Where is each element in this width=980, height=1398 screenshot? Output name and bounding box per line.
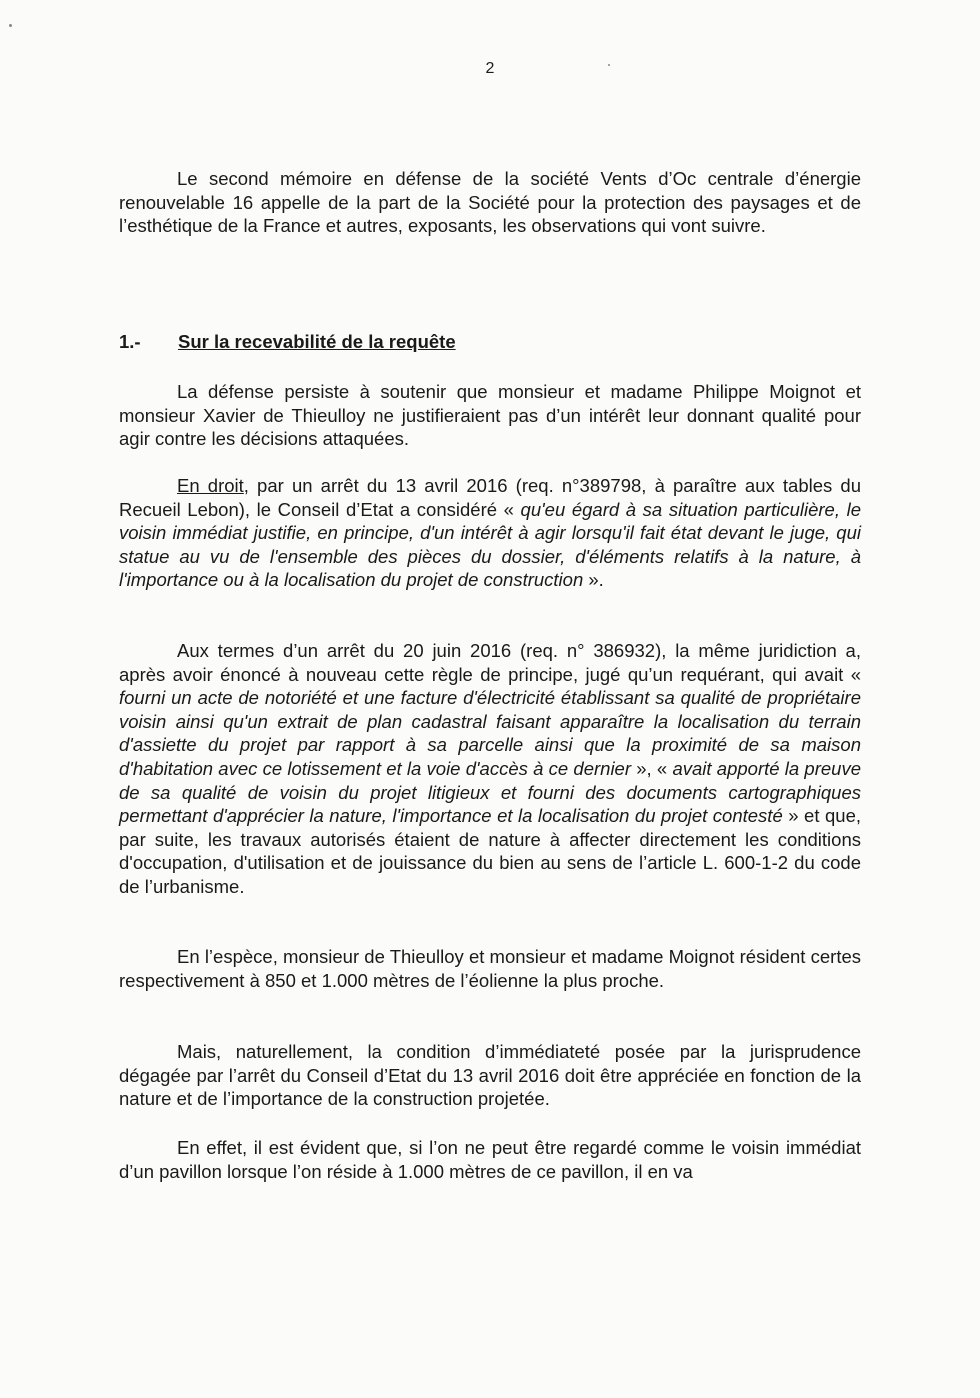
paragraph-en-droit	[119, 474, 861, 592]
paragraph-en-effet: En effet, il est évident que, si l’on ne peut être regardé comme le voisin immédiat d’un pavillon lorsque l’on réside à 1.000 mètres de ce pavillon, il en va	[119, 1137, 861, 1182]
paragraph-espece: En l’espèce, monsieur de Thieulloy et monsieur et madame Moignot résident certes respectivement à 850 et 1.000 mètres de l’éolienne la plus proche.	[119, 946, 861, 991]
en-droit-text: , par un arrêt du 13 avril 2016 (req. n°389798, à paraître aux tables du Recueil Lebon), le Conseil d’Etat a considéré «	[119, 475, 861, 520]
aux-termes-text-2: », «	[631, 757, 673, 779]
paragraph-mais: Mais, naturellement, la condition d’immédiateté posée par la jurisprudence dégagée par l’arrêt du Conseil d’Etat du 13 avril 2016 doit être appréciée en fonction de la nature et de l’importance de la construction projetée.	[119, 1041, 861, 1110]
aux-termes-text-1: Aux termes d’un arrêt du 20 juin 2016 (req. n° 386932), la même juridiction a, après avoir énoncé à nouveau cette règle de principe, jugé qu’un requérant, qui avait «	[119, 640, 861, 685]
en-droit-close: ».	[583, 569, 604, 591]
page-number: 2	[485, 60, 495, 77]
paragraph-aux-termes	[119, 639, 861, 899]
aux-termes-text-3: » et que, par suite, les travaux autorisés étaient de nature à affecter directement les conditions d'occupation, d'utilisation et de jouissance du bien au sens de l’article L. 600-1-2 du code de l’urbanisme.	[119, 805, 861, 897]
en-droit-quote: qu'eu égard à sa situation particulière, le voisin immédiat justifie, en principe, d'un intérêt à agir lorsqu'il fait état devant le juge, qui statue au vu de l'ensemble des pièces du dossier, d'éléments relatifs à la nature, à l'importance ou à la localisation du projet de construction	[119, 498, 861, 591]
en-droit-lead: En droit	[177, 475, 244, 496]
aux-termes-quote-2: avait apporté la preuve de sa qualité de voisin du projet litigieux et fourni des documents cartographiques permettant d'apprécier la nature, l'importance et la localisation du projet contesté	[119, 757, 861, 827]
scan-speck	[9, 24, 12, 27]
aux-termes-quote-1: fourni un acte de notoriété et une facture d'électricité établissant sa qualité de propriétaire voisin ainsi qu'un extrait de plan cadastral faisant apparaître la localisation du terrain d'assiette du projet par rapport à sa parcelle ainsi que la proximité de sa maison d'habitation avec ce lotissement et la voie d'accès à ce dernier	[119, 687, 861, 779]
section-number: 1.-	[119, 331, 141, 352]
paragraph-defense: La défense persiste à soutenir que monsieur et madame Philippe Moignot et monsieur Xavier de Thieulloy ne justifieraient pas d’un intérêt leur donnant qualité pour agir contre les décisions attaquées.	[119, 381, 861, 450]
section-title: Sur la recevabilité de la requête	[178, 331, 456, 352]
paragraph-intro: Le second mémoire en défense de la société Vents d’Oc centrale d’énergie renouvelable 16 appelle de la part de la Société pour la protection des paysages et de l’esthétique de la France et autres, exposants, les observations qui vont suivre.	[119, 168, 861, 237]
section-heading	[119, 331, 456, 353]
